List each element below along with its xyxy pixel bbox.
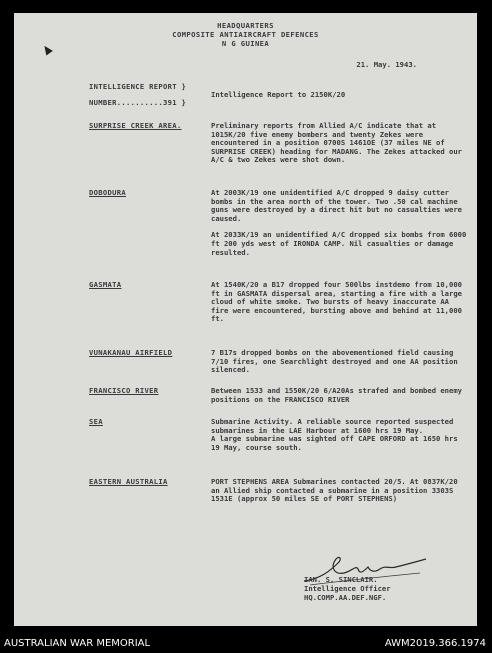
section-label-eastern-australia: EASTERN AUSTRALIA <box>89 477 168 486</box>
section-paragraph: 7 B17s dropped bombs on the abovementioned field causing 7/10 fires, one Searchlight destroyed and one AA position silenced. <box>211 348 458 375</box>
section-label-surprise-creek: SURPRISE CREEK AREA. <box>89 121 182 130</box>
footer-credit: AUSTRALIAN WAR MEMORIAL <box>4 638 151 649</box>
section-body-francisco <box>211 387 467 404</box>
section-paragraph: At 2033K/19 an unidentified A/C dropped six bombs from 6000 ft 200 yds west of IRONDA CAMP. Nil casualties or damage resulted. <box>211 230 467 257</box>
header-line-3: N G GUINEA <box>221 39 270 48</box>
section-label-dobodura: DOBODURA <box>89 188 127 197</box>
section-paragraph: At 2003K/19 one unidentified A/C dropped 9 daisy cutter bombs in the area north of the tower. Two .50 cal machine guns were destroyed by a direct hit but no casualties were caused. <box>211 188 462 223</box>
section-paragraph: Submarine Activity. A reliable source reported suspected submarines in the LAE Harbour at 1600 hrs 19 May. <box>211 417 454 435</box>
section-body-surprise-creek <box>211 122 467 165</box>
header-line-1: HEADQUARTERS <box>217 21 274 30</box>
section-body-eastern-australia <box>211 478 467 504</box>
section-paragraph: Between 1533 and 1550K/20 6/A20As strafed and bombed enemy positions on the FRANCISCO RIVER <box>211 386 462 404</box>
section-body-vunakanau <box>211 349 467 375</box>
report-number: NUMBER..........391 } <box>89 98 187 107</box>
section-paragraph: At 1540K/20 a B17 dropped four 500lbs instdemo from 10,000 ft in GASMATA dispersal area, starting a fire with a large cloud of white smoke. Two bursts of heavy inaccurate AA fire were encountered, bursting above and behind at 11,000 ft. <box>211 280 462 324</box>
report-date: 21. May. 1943. <box>356 60 417 69</box>
report-label-1: INTELLIGENCE REPORT } <box>89 82 187 91</box>
section-label-francisco: FRANCISCO RIVER <box>89 386 159 395</box>
footer-accession-number: AWM2019.366.1974 <box>384 638 486 649</box>
signatory-title: Intelligence Officer <box>304 584 391 593</box>
section-label-gasmata: GASMATA <box>89 280 122 289</box>
section-paragraph: Preliminary reports from Allied A/C indicate that at 1015K/20 five enemy bombers and twenty Zekes were encountered in a position 0700S 1461OE (37 miles NE of SURPRISE CREEK) heading for MADANG. The Zekes attacked our A/C & two Zekes were shot down. <box>211 121 462 165</box>
document-page <box>14 13 477 626</box>
signatory-unit: HQ.COMP.AA.DEF.NGF. <box>304 593 387 602</box>
section-label-vunakanau: VUNAKANAU AIRFIELD <box>89 348 173 357</box>
section-body-dobodura <box>211 189 467 257</box>
section-paragraph: A large submarine was sighted off CAPE ORFORD at 1650 hrs 19 May, course south. <box>211 434 458 452</box>
signatory-name: IAN. S. SINCLAIR. <box>304 575 378 584</box>
section-body-gasmata <box>211 281 467 324</box>
section-label-sea: SEA <box>89 417 103 426</box>
report-title: Intelligence Report to 2150K/20 <box>211 90 346 99</box>
section-body-sea <box>211 418 467 452</box>
section-paragraph: PORT STEPHENS AREA Submarines contacted 20/5. At 0837K/20 an Allied ship contacted a submarine in a position 3303S 1531E (approx 50 miles SE of PORT STEPHENS) <box>211 477 458 504</box>
header-line-2: COMPOSITE ANTIAIRCRAFT DEFENCES <box>172 30 319 39</box>
